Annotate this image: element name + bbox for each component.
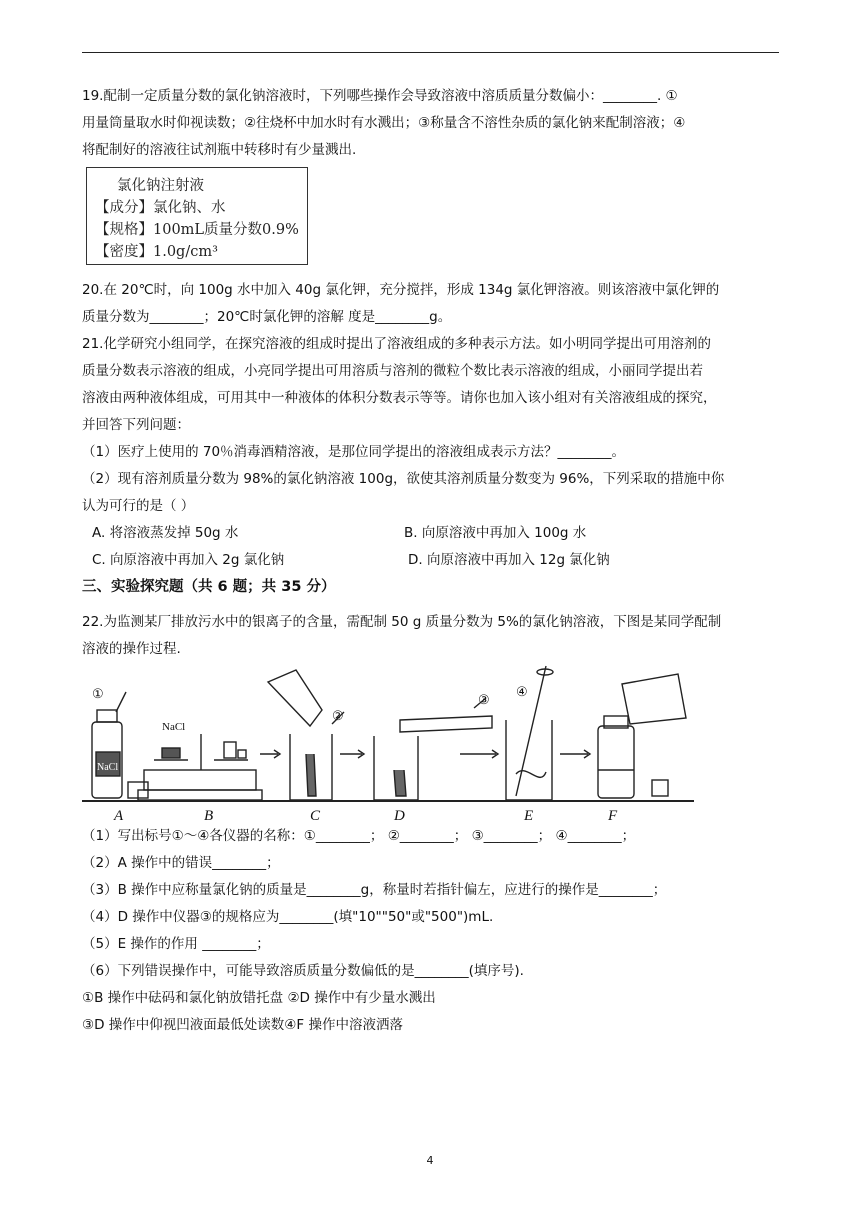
step-label-e: E	[524, 808, 534, 824]
q22-options-3-4: ③D 操作中仰视凹液面最低处读数④F 操作中溶液洒落	[82, 1017, 403, 1033]
reagent-bottle-f-icon	[598, 674, 686, 798]
q19-line2: 用量筒量取水时仰视读数；②往烧杯中加水时有水溅出；③称量含不溶性杂质的氯化钠来配制溶液；④	[82, 115, 686, 131]
balance-nacl-label: NaCl	[162, 721, 186, 733]
step-label-c: C	[310, 808, 321, 824]
q20-line2: 质量分数为________；20℃时氯化钾的溶解 度是________g。	[82, 309, 452, 325]
q22-options-1-2: ①B 操作中砝码和氯化钠放错托盘 ②D 操作中有少量水溅出	[82, 990, 436, 1006]
q21-sub2b: 认为可行的是（ ）	[82, 498, 195, 514]
q21-line2: 质量分数表示溶液的组成，小亮同学提出可用溶质与溶剂的微粒个数比表示溶液的组成，小丽同学提出若	[82, 363, 703, 379]
saline-label-box	[86, 167, 308, 265]
marker-4: ④	[516, 684, 528, 699]
q22-sub5: （5）E 操作的作用 ________；	[82, 936, 270, 952]
reagent-bottle-icon	[92, 692, 148, 798]
header-rule	[82, 52, 779, 53]
step-label-a: A	[114, 808, 124, 824]
section-heading: 三、实验探究题（共 6 题；共 35 分）	[82, 579, 336, 595]
q21-line3: 溶液由两种液体组成，可用其中一种液体的体积分数表示等等。请你也加入该小组对有关溶液组成的探究，	[82, 390, 717, 406]
bottle-nacl-label: NaCl	[97, 762, 119, 773]
q21-option-d: D. 向原溶液中再加入 12g 氯化钠	[408, 552, 610, 568]
q21-option-a: A. 将溶液蒸发掉 50g 水	[92, 525, 239, 541]
q21-sub1: （1）医疗上使用的 70％消毒酒精溶液，是那位同学提出的溶液组成表示方法？________。	[82, 444, 626, 460]
beaker-e-icon	[506, 666, 553, 800]
step-label-b: B	[204, 808, 214, 824]
q22-sub4: （4）D 操作中仪器③的规格应为________(填"10""50"或"500")mL.	[82, 909, 494, 925]
label-row-composition: 【成分】氯化钠、水	[95, 200, 226, 216]
q22-line2: 溶液的操作过程.	[82, 641, 181, 657]
q22-sub2: （2）A 操作中的错误________；	[82, 855, 280, 871]
q20-line1: 20.在 20℃时，向 100g 水中加入 40g 氯化钾，充分搅拌，形成 134g 氯化钾溶液。则该溶液中氯化钾的	[82, 282, 720, 298]
label-title: 氯化钠注射液	[117, 178, 204, 194]
q21-sub2a: （2）现有溶剂质量分数为 98%的氯化钠溶液 100g，欲使其溶剂质量分数变为 96%，下列采取的措施中你	[82, 471, 725, 487]
q21-option-b: B. 向原溶液中再加入 100g 水	[404, 525, 587, 541]
q22-sub6: （6）下列错误操作中，可能导致溶质质量分数偏低的是________(填序号).	[82, 963, 524, 979]
q21-line1: 21.化学研究小组同学，在探究溶液的组成时提出了溶液组成的多种表示方法。如小明同学提出可用溶剂的	[82, 336, 711, 352]
q21-option-c: C. 向原溶液中再加入 2g 氯化钠	[92, 552, 285, 568]
q22-sub3: （3）B 操作中应称量氯化钠的质量是________g，称量时若指针偏左，应进行的操作是________；	[82, 882, 667, 898]
step-label-d: D	[394, 808, 405, 824]
q19-line1: 19.配制一定质量分数的氯化钠溶液时，下列哪些操作会导致溶液中溶质质量分数偏小：________. ①	[82, 88, 678, 104]
marker-2: ②	[332, 708, 344, 723]
marker-3: ③	[478, 692, 490, 707]
label-row-spec: 【规格】100mL质量分数0.9%	[95, 222, 299, 238]
page-number: 4	[426, 1154, 434, 1167]
marker-1: ①	[92, 686, 104, 701]
experiment-figure	[82, 664, 802, 824]
q22-sub1: （1）写出标号①～④各仪器的名称：①________； ②________； ③________； ④________；	[82, 828, 636, 844]
balance-icon	[138, 734, 262, 800]
q21-line4: 并回答下列问题：	[82, 417, 190, 433]
beaker-c-icon	[268, 670, 344, 800]
beaker-d-icon	[374, 698, 492, 800]
q19-line3: 将配制好的溶液往试剂瓶中转移时有少量溅出.	[82, 142, 357, 158]
q22-line1: 22.为监测某厂排放污水中的银离子的含量，需配制 50 g 质量分数为 5%的氯化钠溶液，下图是某同学配制	[82, 614, 722, 630]
label-row-density: 【密度】1.0g/cm³	[95, 244, 218, 260]
step-label-f: F	[608, 808, 618, 824]
